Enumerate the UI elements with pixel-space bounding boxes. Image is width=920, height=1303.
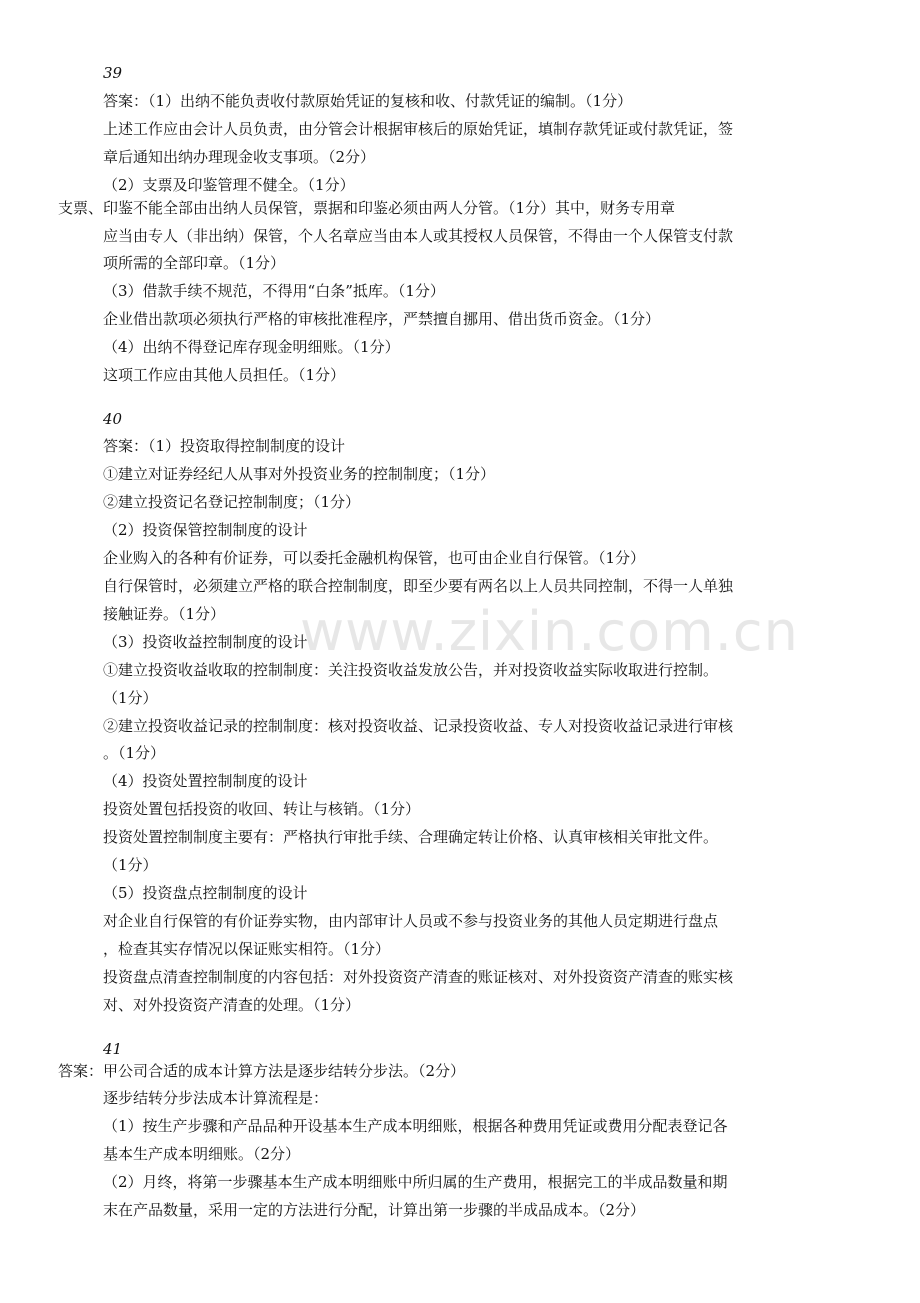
answer-line: （2）支票及印鉴管理不健全。（1分） (103, 176, 355, 194)
answer-line: ②建立投资记名登记控制制度；（1分） (103, 493, 361, 511)
answer-line: 逐步结转分步法成本计算流程是： (103, 1089, 329, 1107)
question-number-41: 41 (103, 1040, 123, 1058)
answer-line: 自行保管时，必须建立严格的联合控制制度，即至少要有两名以上人员共同控制，不得一人单独 (103, 577, 734, 595)
answer-line: 对企业自行保管的有价证券实物，由内部审计人员或不参与投资业务的其他人员定期进行盘点 (103, 912, 719, 930)
answer-line: ①建立投资收益收取的控制制度：关注投资收益发放公告，并对投资收益实际收取进行控制。 (103, 661, 719, 679)
answer-line: （1分） (103, 689, 158, 707)
answer-line: 企业购入的各种有价证券，可以委托金融机构保管，也可由企业自行保管。（1分） (103, 549, 646, 567)
answer-line: ①建立对证券经纪人从事对外投资业务的控制制度；（1分） (103, 465, 496, 483)
answer-line: 投资处置控制制度主要有：严格执行审批手续、合理确定转让价格、认真审核相关审批文件。 (103, 828, 719, 846)
answer-line: 基本生产成本明细账。（2分） (103, 1145, 301, 1163)
watermark: www.zixin.com.cn (300, 600, 799, 663)
answer-line: 章后通知出纳办理现金收支事项。（2分） (103, 148, 376, 166)
answer-line: （5）投资盘点控制制度的设计 (103, 884, 308, 902)
answer-line: 支票、印鉴不能全部由出纳人员保管，票据和印鉴必须由两人分管。（1分）其中，财务专用章 (58, 199, 676, 217)
question-number-40: 40 (103, 410, 123, 428)
answer-line: 这项工作应由其他人员担任。（1分） (103, 366, 346, 384)
answer-line: （4）投资处置控制制度的设计 (103, 772, 308, 790)
answer-line: 答案：甲公司合适的成本计算方法是逐步结转分步法。（2分） (58, 1062, 466, 1080)
answer-line: 投资盘点清查控制制度的内容包括：对外投资资产清查的账证核对、对外投资资产清查的账实核 (103, 968, 734, 986)
answer-line: 企业借出款项必须执行严格的审核批准程序，严禁擅自挪用、借出货币资金。（1分） (103, 310, 661, 328)
answer-line: 。（1分） (103, 744, 166, 762)
answer-line: 接触证券。（1分） (103, 605, 226, 623)
answer-line: 项所需的全部印章。（1分） (103, 254, 286, 272)
answer-line: 应当由专人（非出纳）保管，个人名章应当由本人或其授权人员保管，不得由一个人保管支付款 (103, 227, 734, 245)
answer-line: 投资处置包括投资的收回、转让与核销。（1分） (103, 800, 421, 818)
answer-line: （2）投资保管控制制度的设计 (103, 521, 308, 539)
answer-line: 末在产品数量，采用一定的方法进行分配，计算出第一步骤的半成品成本。（2分） (103, 1201, 646, 1219)
question-number-39: 39 (103, 64, 123, 82)
answer-line: （4）出纳不得登记库存现金明细账。（1分） (103, 338, 400, 356)
answer-line: 答案：（1）投资取得控制制度的设计 (103, 437, 346, 455)
answer-line: （3）投资收益控制制度的设计 (103, 633, 308, 651)
answer-line: 对、对外投资资产清查的处理。（1分） (103, 996, 361, 1014)
answer-line: ，检查其实存情况以保证账实相符。（1分） (103, 940, 391, 958)
answer-line: （2）月终，将第一步骤基本生产成本明细账中所归属的生产费用，根据完工的半成品数量和期 (103, 1173, 728, 1191)
answer-line: （1分） (103, 856, 158, 874)
answer-line: 上述工作应由会计人员负责，由分管会计根据审核后的原始凭证，填制存款凭证或付款凭证，签 (103, 120, 734, 138)
answer-line: （3）借款手续不规范，不得用“白条”抵库。（1分） (103, 282, 445, 300)
answer-line: ②建立投资收益记录的控制制度：核对投资收益、记录投资收益、专人对投资收益记录进行审核 (103, 717, 734, 735)
answer-line: （1）按生产步骤和产品品种开设基本生产成本明细账，根据各种费用凭证或费用分配表登记各 (103, 1117, 728, 1135)
answer-line: 答案：（1）出纳不能负责收付款原始凭证的复核和收、付款凭证的编制。（1分） (103, 92, 633, 110)
